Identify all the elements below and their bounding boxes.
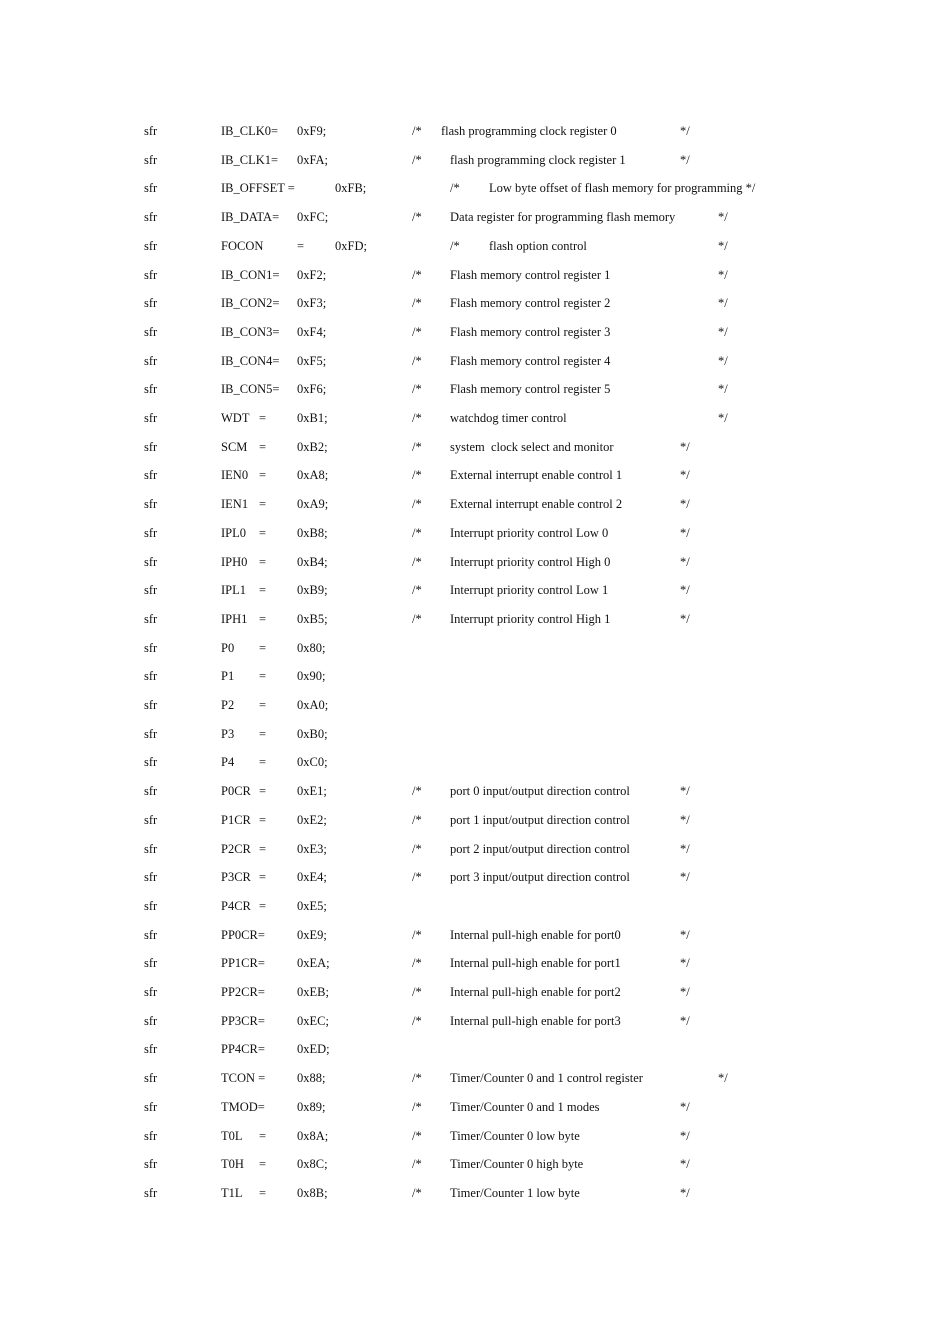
register-name: IB_OFFSET = xyxy=(221,181,295,196)
comment-text: Flash memory control register 5 xyxy=(450,382,611,397)
comment-open: /* xyxy=(412,382,422,397)
code-line xyxy=(0,896,950,916)
register-name: IB_CON5= xyxy=(221,382,280,397)
keyword: sfr xyxy=(144,1071,158,1086)
comment-close: */ xyxy=(680,124,690,138)
register-address: 0xB8; xyxy=(297,525,328,540)
keyword: sfr xyxy=(144,784,158,799)
register-name: IB_DATA= xyxy=(221,210,280,225)
keyword: sfr xyxy=(144,870,158,885)
register-address: 0xB2; xyxy=(297,439,328,454)
comment-text: Flash memory control register 1 xyxy=(450,267,611,282)
code-line xyxy=(0,724,950,744)
register-address: 0xE5; xyxy=(297,898,327,913)
keyword: sfr xyxy=(144,468,158,483)
keyword: sfr xyxy=(144,324,158,339)
register-name: WDT xyxy=(221,411,250,425)
code-line xyxy=(0,810,950,830)
comment-open: /* xyxy=(412,525,422,540)
register-address: 0x89; xyxy=(297,1099,326,1114)
register-address: 0xEC; xyxy=(297,1013,329,1028)
keyword: sfr xyxy=(144,669,158,684)
comment-close: */ xyxy=(718,382,728,397)
register-name: P2CR xyxy=(221,841,251,856)
keyword: sfr xyxy=(144,755,158,770)
keyword: sfr xyxy=(144,181,158,196)
register-name: IPL1 xyxy=(221,583,246,598)
register-name: PP2CR= xyxy=(221,985,265,999)
keyword: sfr xyxy=(144,1157,158,1172)
keyword: sfr xyxy=(144,411,158,425)
comment-open: /* xyxy=(412,267,422,282)
comment-close: */ xyxy=(680,870,690,885)
comment-open: /* xyxy=(412,1071,422,1086)
equals-sign: = xyxy=(259,1185,267,1200)
comment-close: */ xyxy=(680,1157,690,1172)
keyword: sfr xyxy=(144,841,158,856)
code-line xyxy=(0,207,950,227)
comment-text: External interrupt enable control 2 xyxy=(450,497,623,512)
register-name: TCON = xyxy=(221,1071,266,1086)
equals-sign: = xyxy=(259,726,267,741)
register-name: TMOD= xyxy=(221,1099,265,1114)
keyword: sfr xyxy=(144,1128,158,1143)
equals-sign: = xyxy=(259,411,267,425)
comment-text: Timer/Counter 0 and 1 control register xyxy=(450,1071,643,1086)
comment-text: port 3 input/output direction control xyxy=(450,870,630,885)
comment-close: */ xyxy=(718,1071,728,1086)
code-line xyxy=(0,351,950,371)
comment-open: /* xyxy=(412,841,422,856)
comment-open: /* xyxy=(450,238,460,253)
register-name: P1 xyxy=(221,669,235,684)
register-name: IEN1 xyxy=(221,497,249,512)
equals-sign: = xyxy=(259,525,267,540)
equals-sign: = xyxy=(259,1157,267,1172)
keyword: sfr xyxy=(144,525,158,540)
register-address: 0xF5; xyxy=(297,353,327,368)
register-name: T0H xyxy=(221,1157,244,1172)
keyword: sfr xyxy=(144,1013,158,1028)
keyword: sfr xyxy=(144,1099,158,1114)
keyword: sfr xyxy=(144,353,158,368)
register-address: 0xFB; xyxy=(335,181,367,196)
register-address: 0xE3; xyxy=(297,841,327,856)
keyword: sfr xyxy=(144,611,158,626)
code-line xyxy=(0,925,950,945)
comment-open: /* xyxy=(412,324,422,339)
register-address: 0xC0; xyxy=(297,755,328,770)
register-address: 0xE2; xyxy=(297,812,327,827)
comment-open: /* xyxy=(412,353,422,368)
code-line xyxy=(0,1011,950,1031)
code-line xyxy=(0,609,950,629)
keyword: sfr xyxy=(144,1185,158,1200)
equals-sign: = xyxy=(259,812,267,827)
register-address: 0xED; xyxy=(297,1042,330,1057)
code-line xyxy=(0,982,950,1002)
register-address: 0xB4; xyxy=(297,554,328,569)
comment-text: port 2 input/output direction control xyxy=(450,841,630,856)
comment-text: Data register for programming flash memory xyxy=(450,210,676,225)
register-name: IB_CON2= xyxy=(221,296,280,311)
keyword: sfr xyxy=(144,927,158,942)
code-line xyxy=(0,178,950,198)
code-line xyxy=(0,695,950,715)
register-name: P3CR xyxy=(221,870,251,885)
comment-close: */ xyxy=(680,1099,690,1114)
comment-close: */ xyxy=(680,497,690,512)
register-address: 0xF4; xyxy=(297,324,327,339)
comment-close: */ xyxy=(718,324,728,339)
register-address: 0xA8; xyxy=(297,468,329,483)
keyword: sfr xyxy=(144,698,158,712)
keyword: sfr xyxy=(144,238,158,253)
comment-close: */ xyxy=(718,210,728,225)
register-name: PP0CR= xyxy=(221,927,265,942)
keyword: sfr xyxy=(144,497,158,512)
equals-sign: = xyxy=(259,497,267,512)
code-line xyxy=(0,265,950,285)
equals-sign: = xyxy=(259,1128,267,1143)
equals-sign: = xyxy=(259,755,267,770)
equals-sign: = xyxy=(259,640,267,655)
code-line xyxy=(0,1126,950,1146)
register-address: 0xE4; xyxy=(297,870,327,885)
keyword: sfr xyxy=(144,898,158,913)
comment-close: */ xyxy=(680,152,690,167)
register-address: 0x88; xyxy=(297,1071,326,1086)
keyword: sfr xyxy=(144,554,158,569)
comment-text: Timer/Counter 0 low byte xyxy=(450,1128,580,1143)
equals-sign: = xyxy=(259,669,267,684)
register-address: 0xEA; xyxy=(297,956,330,971)
code-line xyxy=(0,379,950,399)
code-line xyxy=(0,465,950,485)
comment-close: */ xyxy=(680,468,690,483)
code-line xyxy=(0,150,950,170)
register-name: P2 xyxy=(221,698,235,712)
comment-text: Low byte offset of flash memory for programming */ xyxy=(489,181,756,196)
keyword: sfr xyxy=(144,267,158,282)
register-name: IB_CON3= xyxy=(221,324,280,339)
comment-text: watchdog timer control xyxy=(450,411,567,425)
comment-text: flash programming clock register 0 xyxy=(441,124,617,138)
code-line xyxy=(0,1154,950,1174)
code-line xyxy=(0,666,950,686)
comment-open: /* xyxy=(412,1099,422,1114)
comment-close: */ xyxy=(680,956,690,971)
register-address: 0xF3; xyxy=(297,296,327,311)
register-address: 0xFA; xyxy=(297,152,329,167)
comment-open: /* xyxy=(412,411,422,425)
keyword: sfr xyxy=(144,382,158,397)
register-address: 0xA9; xyxy=(297,497,329,512)
comment-open: /* xyxy=(412,296,422,311)
comment-text: Internal pull-high enable for port2 xyxy=(450,985,621,999)
register-name: SCM xyxy=(221,439,248,454)
comment-open: /* xyxy=(412,583,422,598)
keyword: sfr xyxy=(144,1042,158,1057)
comment-close: */ xyxy=(718,267,728,282)
keyword: sfr xyxy=(144,956,158,971)
code-line xyxy=(0,523,950,543)
comment-close: */ xyxy=(680,927,690,942)
comment-close: */ xyxy=(680,812,690,827)
register-name: P4 xyxy=(221,755,235,770)
comment-open: /* xyxy=(412,468,422,483)
keyword: sfr xyxy=(144,124,158,138)
register-address: 0xB5; xyxy=(297,611,328,626)
code-line xyxy=(0,1183,950,1203)
comment-text: Timer/Counter 1 low byte xyxy=(450,1185,580,1200)
comment-close: */ xyxy=(718,238,728,253)
register-name: P3 xyxy=(221,726,235,741)
register-address: 0x8A; xyxy=(297,1128,329,1143)
comment-text: flash option control xyxy=(489,238,587,253)
comment-open: /* xyxy=(450,181,460,196)
register-address: 0xF9; xyxy=(297,124,327,138)
code-line xyxy=(0,752,950,772)
register-name: IB_CLK1= xyxy=(221,152,279,167)
register-address: 0xE9; xyxy=(297,927,327,942)
comment-text: Interrupt priority control Low 0 xyxy=(450,525,609,540)
comment-text: flash programming clock register 1 xyxy=(450,152,626,167)
comment-close: */ xyxy=(680,583,690,598)
comment-open: /* xyxy=(412,927,422,942)
comment-close: */ xyxy=(680,1013,690,1028)
register-address: 0x80; xyxy=(297,640,326,655)
comment-open: /* xyxy=(412,497,422,512)
comment-close: */ xyxy=(718,296,728,311)
register-address: 0xEB; xyxy=(297,985,329,999)
keyword: sfr xyxy=(144,640,158,655)
register-name: P1CR xyxy=(221,812,251,827)
keyword: sfr xyxy=(144,152,158,167)
comment-open: /* xyxy=(412,1185,422,1200)
register-address: 0xF2; xyxy=(297,267,327,282)
code-line xyxy=(0,1097,950,1117)
register-address: 0xA0; xyxy=(297,698,329,712)
equals-sign: = xyxy=(259,698,267,712)
code-line xyxy=(0,322,950,342)
comment-text: port 1 input/output direction control xyxy=(450,812,630,827)
register-address: 0x8C; xyxy=(297,1157,328,1172)
register-address: 0x90; xyxy=(297,669,326,684)
register-address: 0xF6; xyxy=(297,382,327,397)
equals-sign: = xyxy=(259,870,267,885)
register-name: PP4CR= xyxy=(221,1042,265,1057)
equals-sign: = xyxy=(259,439,267,454)
code-line xyxy=(0,408,950,428)
register-address: 0x8B; xyxy=(297,1185,328,1200)
comment-open: /* xyxy=(412,210,422,225)
comment-open: /* xyxy=(412,1157,422,1172)
comment-text: Interrupt priority control Low 1 xyxy=(450,583,609,598)
register-address: 0xE1; xyxy=(297,784,327,799)
comment-text: Flash memory control register 4 xyxy=(450,353,611,368)
code-line xyxy=(0,580,950,600)
comment-text: system clock select and monitor xyxy=(450,439,614,454)
code-line xyxy=(0,552,950,572)
code-line xyxy=(0,1039,950,1059)
register-name: IPL0 xyxy=(221,525,246,540)
comment-close: */ xyxy=(680,1128,690,1143)
code-line xyxy=(0,953,950,973)
keyword: sfr xyxy=(144,296,158,311)
register-name: IB_CLK0= xyxy=(221,124,279,138)
register-name: T0L xyxy=(221,1128,243,1143)
comment-text: Timer/Counter 0 and 1 modes xyxy=(450,1099,600,1114)
code-line xyxy=(0,293,950,313)
equals-sign: = xyxy=(297,238,305,253)
comment-close: */ xyxy=(680,525,690,540)
code-line xyxy=(0,236,950,256)
comment-open: /* xyxy=(412,439,422,454)
equals-sign: = xyxy=(259,554,267,569)
register-name: P0 xyxy=(221,640,235,655)
code-line xyxy=(0,867,950,887)
comment-close: */ xyxy=(680,611,690,626)
comment-open: /* xyxy=(412,124,422,138)
keyword: sfr xyxy=(144,439,158,454)
register-name: PP1CR= xyxy=(221,956,265,971)
equals-sign: = xyxy=(259,898,267,913)
code-line xyxy=(0,638,950,658)
register-address: 0xB9; xyxy=(297,583,328,598)
register-name: IEN0 xyxy=(221,468,249,483)
comment-text: Interrupt priority control High 1 xyxy=(450,611,611,626)
comment-text: Internal pull-high enable for port1 xyxy=(450,956,621,971)
comment-text: External interrupt enable control 1 xyxy=(450,468,623,483)
comment-close: */ xyxy=(718,411,728,425)
keyword: sfr xyxy=(144,985,158,999)
code-line xyxy=(0,839,950,859)
code-line xyxy=(0,437,950,457)
register-address: 0xB1; xyxy=(297,411,328,425)
register-address: 0xB0; xyxy=(297,726,328,741)
comment-close: */ xyxy=(680,841,690,856)
keyword: sfr xyxy=(144,583,158,598)
equals-sign: = xyxy=(259,468,267,483)
comment-open: /* xyxy=(412,1128,422,1143)
keyword: sfr xyxy=(144,812,158,827)
register-name: T1L xyxy=(221,1185,243,1200)
comment-close: */ xyxy=(718,353,728,368)
register-address: 0xFC; xyxy=(297,210,329,225)
register-name: PP3CR= xyxy=(221,1013,265,1028)
equals-sign: = xyxy=(259,583,267,598)
comment-text: Interrupt priority control High 0 xyxy=(450,554,611,569)
register-name: IB_CON4= xyxy=(221,353,280,368)
comment-text: Flash memory control register 2 xyxy=(450,296,611,311)
comment-close: */ xyxy=(680,1185,690,1200)
comment-close: */ xyxy=(680,985,690,999)
comment-open: /* xyxy=(412,985,422,999)
comment-open: /* xyxy=(412,956,422,971)
comment-open: /* xyxy=(412,554,422,569)
code-line xyxy=(0,494,950,514)
comment-close: */ xyxy=(680,554,690,569)
comment-open: /* xyxy=(412,784,422,799)
comment-open: /* xyxy=(412,611,422,626)
keyword: sfr xyxy=(144,210,158,225)
comment-open: /* xyxy=(412,152,422,167)
register-name: P4CR xyxy=(221,898,251,913)
code-line xyxy=(0,121,950,141)
code-line xyxy=(0,781,950,801)
comment-text: Internal pull-high enable for port0 xyxy=(450,927,621,942)
comment-text: Flash memory control register 3 xyxy=(450,324,611,339)
comment-open: /* xyxy=(412,870,422,885)
register-name: IPH0 xyxy=(221,554,248,569)
comment-text: Internal pull-high enable for port3 xyxy=(450,1013,621,1028)
equals-sign: = xyxy=(259,841,267,856)
comment-open: /* xyxy=(412,1013,422,1028)
comment-close: */ xyxy=(680,439,690,454)
equals-sign: = xyxy=(259,784,267,799)
equals-sign: = xyxy=(259,611,267,626)
register-name: FOCON xyxy=(221,238,264,253)
register-address: 0xFD; xyxy=(335,238,367,253)
comment-text: Timer/Counter 0 high byte xyxy=(450,1157,584,1172)
code-line xyxy=(0,1068,950,1088)
register-name: IB_CON1= xyxy=(221,267,280,282)
keyword: sfr xyxy=(144,726,158,741)
register-name: P0CR xyxy=(221,784,251,799)
register-name: IPH1 xyxy=(221,611,248,626)
comment-close: */ xyxy=(680,784,690,799)
comment-open: /* xyxy=(412,812,422,827)
comment-text: port 0 input/output direction control xyxy=(450,784,630,799)
